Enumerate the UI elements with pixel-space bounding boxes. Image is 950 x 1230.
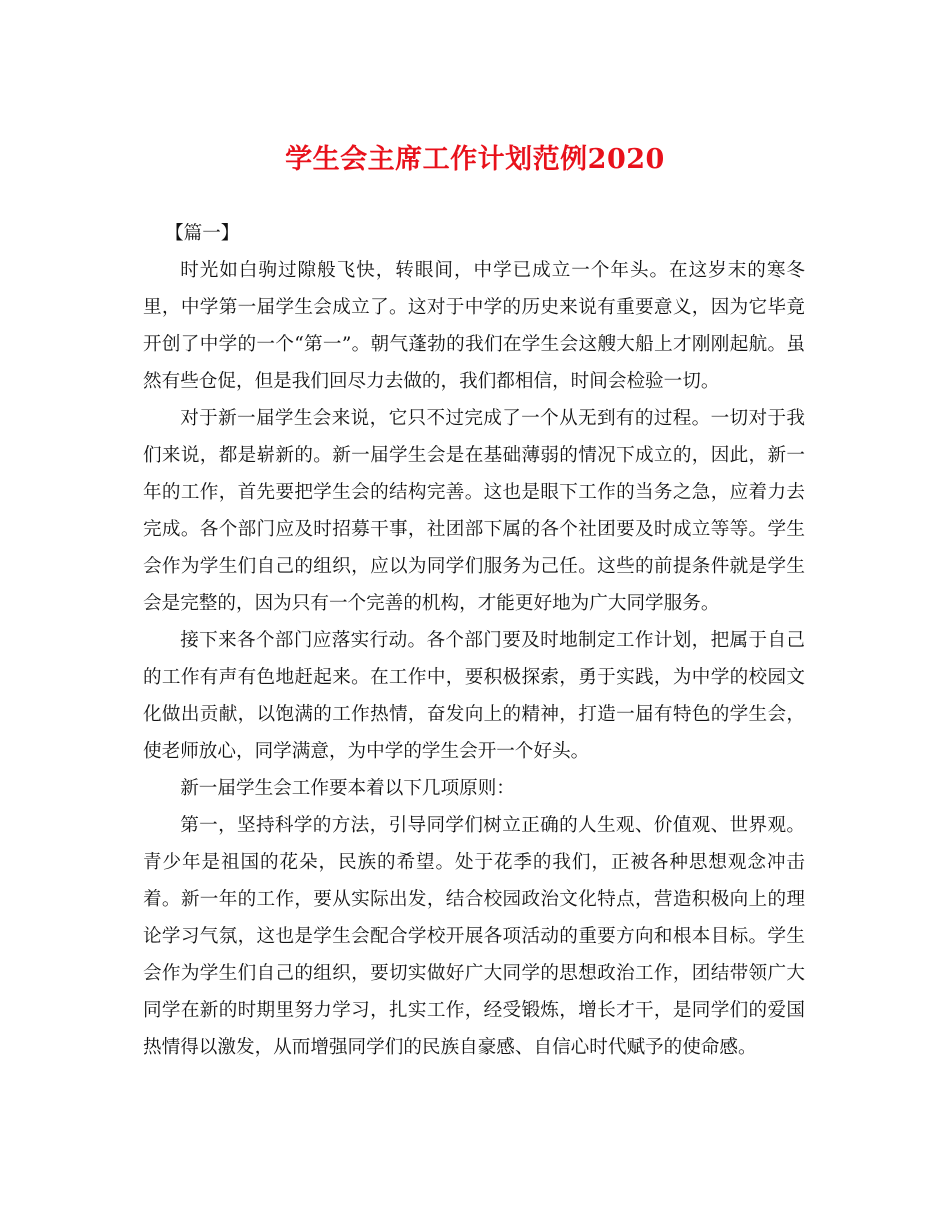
section-label: 【篇一】 <box>165 223 240 244</box>
document-title: 学生会主席工作计划范例2020 <box>285 144 665 175</box>
paragraph-4: 新一届学生会工作要本着以下几项原则： <box>180 778 515 799</box>
paragraph-3: 接下来各个部门应落实行动。各个部门要及时地制定工作计划，把属于自己的工作有声有色地赶起来。在工作中，要积极探索，勇于实践，为中学的校园文化做出贡献，以饱满的工作热情，奋发向上的精神，打造一届有特色的学生会，使老师放心，同学满意，为中学的学生会开一个好头。 <box>143 630 805 762</box>
document-body <box>143 215 805 1066</box>
paragraph-2: 对于新一届学生会来说，它只不过完成了一个从无到有的过程。一切对于我们来说，都是崭新的。新一届学生会是在基础薄弱的情况下成立的，因此，新一年的工作，首先要把学生会的结构完善。这也是眼下工作的当务之急，应着力去完成。各个部门应及时招募干事，社团部下属的各个社团要及时成立等等。学生会作为学生们自己的组织，应以为同学们服务为己任。这些的前提条件就是学生会是完整的，因为只有一个完善的机构，才能更好地为广大同学服务。 <box>143 408 805 614</box>
paragraph-1: 时光如白驹过隙般飞快，转眼间，中学已成立一个年头。在这岁末的寒冬里，中学第一届学生会成立了。这对于中学的历史来说有重要意义，因为它毕竟开创了中学的一个“第一”。朝气蓬勃的我们在学生会这艘大船上才刚刚起航。虽然有些仓促，但是我们回尽力去做的，我们都相信，时间会检验一切。 <box>143 260 805 392</box>
paragraph-5: 第一，坚持科学的方法，引导同学们树立正确的人生观、价值观、世界观。青少年是祖国的花朵，民族的希望。处于花季的我们，正被各种思想观念冲击着。新一年的工作，要从实际出发，结合校园政治文化特点，营造积极向上的理论学习气氛，这也是学生会配合学校开展各项活动的重要方向和根本目标。学生会作为学生们自己的组织，要切实做好广大同学的思想政治工作，团结带领广大同学在新的时期里努力学习，扎实工作，经受锻炼，增长才干，是同学们的爱国热情得以激发，从而增强同学们的民族自豪感、自信心时代赋予的使命感。 <box>143 815 805 1058</box>
